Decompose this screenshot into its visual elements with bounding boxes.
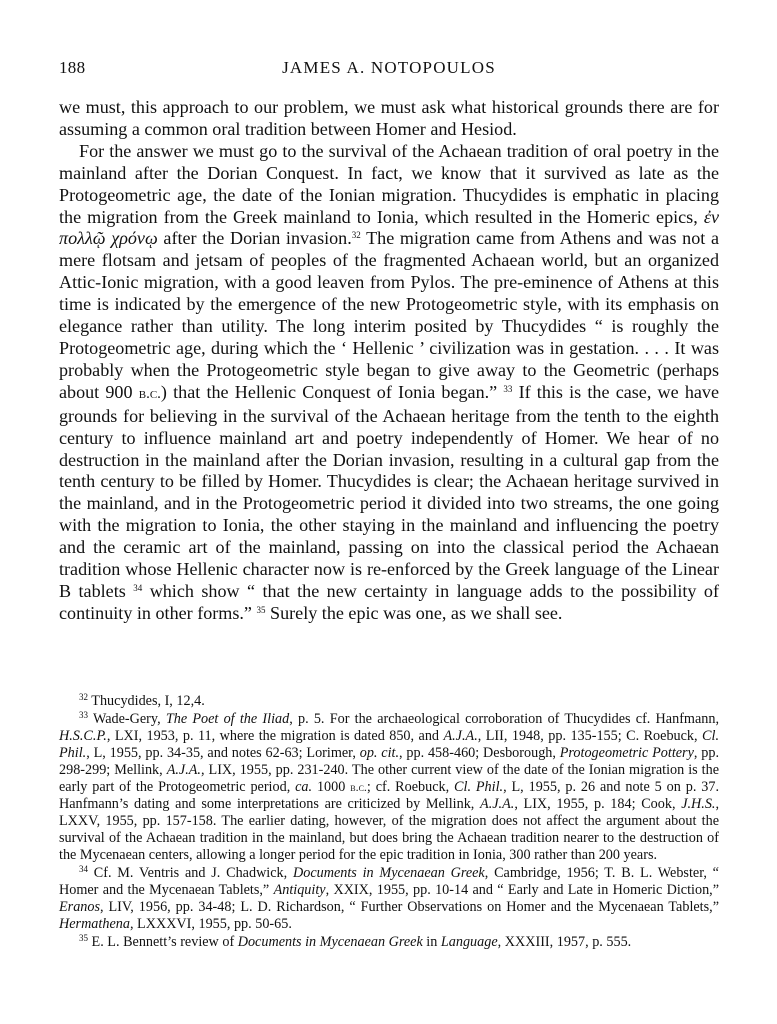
text-run: , XXXIII, 1957, p. 555.: [497, 934, 632, 951]
text-run: in: [422, 934, 441, 951]
footnote-34: [59, 865, 719, 933]
italic-journal: A.J.A.: [480, 795, 515, 812]
italic-title: Documents in Mycenaean Greek: [237, 934, 423, 951]
text-run: , LIX, 1955, p. 184; Cook,: [514, 795, 682, 812]
footnote-ref-34[interactable]: 34: [133, 582, 143, 593]
small-caps-bc: b.c.: [350, 780, 367, 795]
text-run: Cf. M. Ventris and J. Chadwick,: [88, 865, 293, 882]
text-run: , pp. 458-460; Desborough,: [399, 745, 560, 762]
paragraph-achaean-tradition: [59, 141, 719, 625]
text-run: ) that the Hellenic Conquest of Ionia began.”: [160, 381, 504, 402]
text-run: 1000: [312, 779, 351, 796]
text-run: , LIX, 1955, pp. 231-240. The other current view of the date of the Ionian migration is the early part of the Protogeometric period,: [59, 762, 720, 796]
small-caps-bc: b.c.: [138, 385, 161, 402]
footnote-35: [59, 934, 719, 951]
italic-journal: A.J.A.: [443, 728, 478, 745]
footnote-marker: 33: [79, 710, 88, 721]
footnote-ref-35[interactable]: 35: [256, 604, 266, 615]
text-run: , LXXXVI, 1955, pp. 50-65.: [129, 915, 292, 932]
italic-title: Documents in Mycenaean Greek: [292, 865, 485, 882]
italic-journal: Hermathena: [59, 915, 130, 932]
text-run: , Cambridge, 1956; T. B. L. Webster, “ Homer and the Mycenaean Tablets,”: [59, 865, 719, 898]
italic-journal: Cl. Phil.: [454, 779, 504, 796]
main-text: [59, 97, 719, 625]
italic-journal: Eranos: [59, 898, 100, 915]
text-run: which show “ that the new certainty in language adds to the possibility of continuity in other forms.”: [59, 580, 720, 623]
footnote-marker: 35: [79, 933, 88, 944]
text-run: If this is the case, we have grounds for believing in the survival of the Achaean heritage from the tenth to the eighth century to influence mainland art and poetry independently of Homer. We hear of no destruction in the mainland after the Dorian invasion, resulting in a cultural gap from the tenth century to be filled by Homer. Thucydides is clear; the Achaean heritage survived in the mainland, and in the Protogeometric period it divided into two streams, the one going with the migration to Ionia, the other staying in the mainland and influencing the poetry and the ceramic art of the mainland, passing on into the classical period the Achaean tradition whose Hellenic character now is re-enforced by the Greek language of the Linear B tablets: [59, 381, 719, 601]
italic-title: The Poet of the Iliad: [165, 711, 290, 728]
text-run: ; cf. Roebuck,: [366, 779, 455, 796]
footnote-33: [59, 711, 719, 863]
text-run: , LXXV, 1955, pp. 157-158. The earlier dating, however, of the migration does not affect the argument about the survival of the Achaean tradition in the mainland, but does bring the Achaean tradition nearer to the destruction of the Mycenaean centers, allowing a longer period for the epic tradition in Ionia, 300 rather than 200 years.: [59, 795, 720, 863]
text-run: The migration came from Athens and was not a mere flotsam and jetsam of peoples of the fragmented Achaean world, but an organized Attic-Ionic migration, with a good leaven from Pylos. The pre-eminence of Athens at this time is indicated by the emergence of the new Protogeometric style, with its emphasis on elegance rather than utility. The long interim posited by Thucydides “ is roughly the Protogeometric age, during which the ‘ Hellenic ’ civilization was in gestation. . . . It was probably when the Protogeometric style began to give away to the Geometric (perhaps about 900: [59, 228, 719, 402]
text-run: Wade-Gery,: [88, 711, 166, 728]
italic-journal: Cl. Phil.: [59, 728, 719, 762]
italic-journal: J.H.S.: [681, 795, 716, 812]
text-run: after the Dorian invasion.: [157, 228, 352, 249]
italic-abbrev: op. cit.: [359, 745, 400, 762]
text-run: , LXI, 1953, p. 11, where the migration is dated 850, and: [106, 728, 444, 745]
footnote-ref-33[interactable]: 33: [503, 383, 513, 394]
text-run: , L, 1955, pp. 34-35, and notes 62-63; Lorimer,: [86, 745, 360, 762]
running-head-author: JAMES A. NOTOPOULOS: [282, 58, 496, 77]
italic-abbrev: ca.: [295, 779, 313, 796]
text-run: , L, 1955, p. 26 and note 5 on p. 37. Hanfmann’s dating and some interpretations are criticized by Mellink,: [59, 779, 719, 812]
footnote-marker: 32: [79, 692, 88, 702]
italic-title: Protogeometric Pottery: [559, 745, 694, 762]
paragraph-continued: we must, this approach to our problem, we must ask what historical grounds there are for assuming a common oral tradition between Homer and Hesiod.: [59, 97, 719, 139]
text-run: Surely the epic was one, as we shall see.: [265, 602, 563, 623]
greek-phrase: ἐν πολλῷ χρόνῳ: [59, 206, 719, 249]
text-run: , pp. 298-299; Mellink,: [59, 745, 720, 779]
italic-journal: H.S.C.P.: [59, 728, 107, 745]
italic-journal: A.J.A.: [166, 762, 201, 779]
italic-journal: Language: [440, 934, 498, 951]
italic-journal: Antiquity: [273, 881, 326, 898]
footnote-ref-32[interactable]: 32: [351, 230, 361, 241]
text-run: E. L. Bennett’s review of: [88, 934, 238, 951]
page-number: 188: [59, 58, 86, 77]
footnotes: [59, 693, 719, 953]
text-run: , LIV, 1956, pp. 34-48; L. D. Richardson, “ Further Observations on Homer and the Mycenaean Tablets,”: [100, 898, 719, 915]
footnote-32: [59, 693, 719, 710]
footnote-text: Thucydides, I, 12,4.: [88, 693, 205, 709]
text-run: , p. 5. For the archaeological corroboration of Thucydides cf. Hanfmann,: [289, 711, 719, 728]
running-head: [59, 58, 719, 82]
text-run: , LII, 1948, pp. 135-155; C. Roebuck,: [477, 728, 703, 745]
text-run: For the answer we must go to the survival of the Achaean tradition of oral poetry in the mainland after the Dorian Conquest. In fact, we know that it survived as late as the Protogeometric age, the date of the Ionian migration. Thucydides is emphatic in placing the migration from the Greek mainland to Ionia, which resulted in the Homeric epics,: [59, 140, 719, 227]
text-run: , XXIX, 1955, pp. 10-14 and “ Early and Late in Homeric Diction,”: [325, 881, 720, 898]
footnote-marker: 34: [79, 864, 88, 875]
